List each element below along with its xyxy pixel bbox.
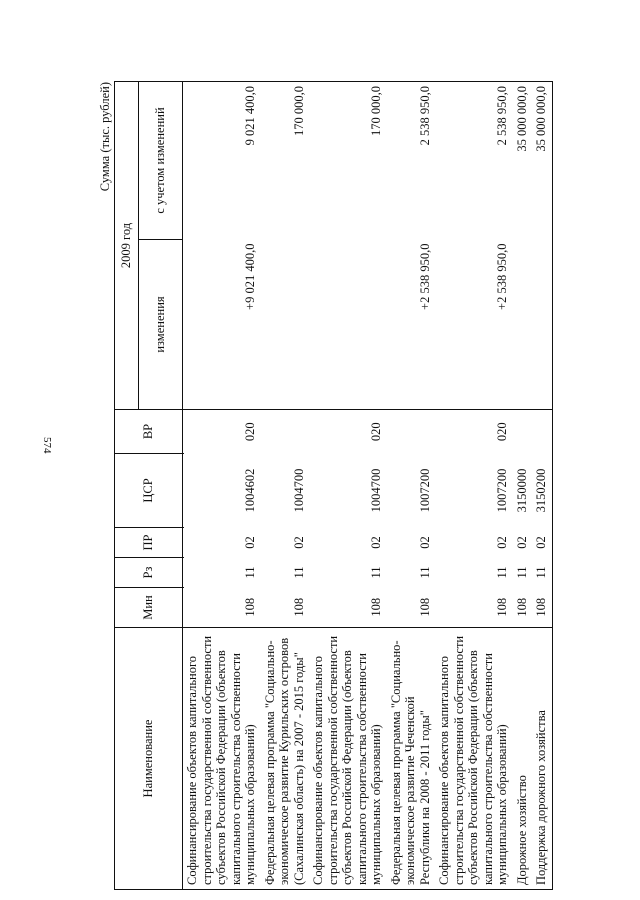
- cell-min: 108: [514, 597, 529, 617]
- cell-min: 108: [532, 588, 552, 628]
- table-row: [532, 81, 552, 889]
- cell-total: 2 538 950,0: [435, 81, 513, 239]
- cell-vr: 020: [435, 410, 513, 454]
- cell-name: Софинансирование объектов капитального строительства государственной собственности субъектов Российской Федерации (объектов капитального строительства собственности муниципальных образований): [435, 628, 513, 890]
- cell-name: Федеральная целевая программа "Социально-экономическое развитие Чеченской Республики на 2008 - 2011 годы": [387, 628, 436, 890]
- cell-total: 35 000 000,0: [532, 81, 552, 239]
- cell-csr: 1004700: [291, 468, 306, 513]
- cell-vr: [387, 410, 436, 454]
- cell-name: Софинансирование объектов капитального строительства государственной собственности субъектов Российской Федерации (объектов капитального строительства собственности муниципальных образований): [183, 628, 261, 890]
- header-rz: Рз: [115, 558, 183, 588]
- cell-name: Софинансирование объектов капитального строительства государственной собственности субъектов Российской Федерации (объектов капитального строительства собственности муниципальных образований): [309, 628, 387, 890]
- cell-min: 108: [243, 597, 257, 617]
- cell-change: +2 538 950,0: [417, 243, 432, 310]
- cell-change: [513, 240, 533, 410]
- cell-min: 108: [417, 597, 432, 617]
- units-label: Сумма (тыс. рублей): [98, 82, 112, 192]
- cell-rz: 11: [417, 566, 432, 579]
- cell-change: [532, 240, 552, 410]
- cell-pr: 02: [514, 536, 529, 549]
- cell-csr: 1004700: [369, 468, 383, 513]
- cell-vr: [513, 410, 533, 454]
- table-row: [309, 81, 387, 889]
- cell-pr: 02: [291, 536, 306, 549]
- header-vr: ВР: [115, 410, 183, 454]
- table-row: [261, 81, 310, 889]
- cell-rz: 11: [532, 558, 552, 588]
- budget-table: [114, 81, 553, 890]
- header-year: 2009 год: [115, 81, 139, 409]
- cell-min: 108: [369, 597, 383, 617]
- header-min: Мин: [115, 588, 183, 628]
- header-with-changes: с учетом изменений: [139, 81, 183, 239]
- table-row: [387, 81, 436, 889]
- cell-total: 9 021 400,0: [183, 81, 261, 239]
- cell-vr: [532, 410, 552, 454]
- cell-rz: 11: [369, 566, 383, 579]
- cell-name: Поддержка дорожного хозяйства: [532, 628, 552, 890]
- cell-name: Федеральная целевая программа "Социально-экономическое развитие Курильских островов (Сахалинская область) на 2007 - 2015 годы": [261, 628, 310, 890]
- cell-total: 2 538 950,0: [387, 81, 436, 239]
- header-name: Наименование: [115, 628, 183, 890]
- cell-csr: 1007200: [495, 468, 509, 513]
- cell-total: 170 000,0: [261, 81, 310, 239]
- table-row: [435, 81, 513, 889]
- cell-pr: 02: [495, 536, 509, 549]
- cell-min: 108: [495, 597, 509, 617]
- cell-total: 170 000,0: [309, 81, 387, 239]
- header-changes: изменения: [139, 240, 183, 410]
- page-number: 574: [41, 437, 53, 454]
- header-pr: ПР: [115, 528, 183, 558]
- cell-rz: 11: [243, 566, 257, 579]
- table-body: [183, 81, 553, 889]
- cell-pr: 02: [532, 528, 552, 558]
- cell-csr: 1004602: [243, 468, 257, 513]
- cell-change: [309, 240, 387, 410]
- cell-pr: 02: [417, 536, 432, 549]
- table-row: [183, 81, 261, 889]
- cell-change: +9 021 400,0: [243, 243, 257, 310]
- cell-csr: 1007200: [417, 468, 432, 513]
- cell-vr: [261, 410, 310, 454]
- cell-rz: 11: [514, 566, 529, 579]
- cell-total: 35 000 000,0: [513, 81, 533, 239]
- cell-name: Дорожное хозяйство: [513, 628, 533, 890]
- cell-rz: 11: [495, 566, 509, 579]
- cell-pr: 02: [243, 536, 257, 549]
- cell-csr: 3150000: [514, 468, 529, 513]
- cell-change: +2 538 950,0: [495, 243, 509, 310]
- table-row: [513, 81, 533, 889]
- cell-min: 108: [291, 597, 306, 617]
- cell-vr: 020: [183, 410, 261, 454]
- cell-rz: 11: [291, 566, 306, 579]
- cell-change: [261, 240, 310, 410]
- cell-pr: 02: [369, 536, 383, 549]
- cell-vr: 020: [309, 410, 387, 454]
- cell-csr: 3150200: [532, 454, 552, 528]
- header-csr: ЦСР: [115, 454, 183, 528]
- rotated-page-content: [100, 70, 600, 890]
